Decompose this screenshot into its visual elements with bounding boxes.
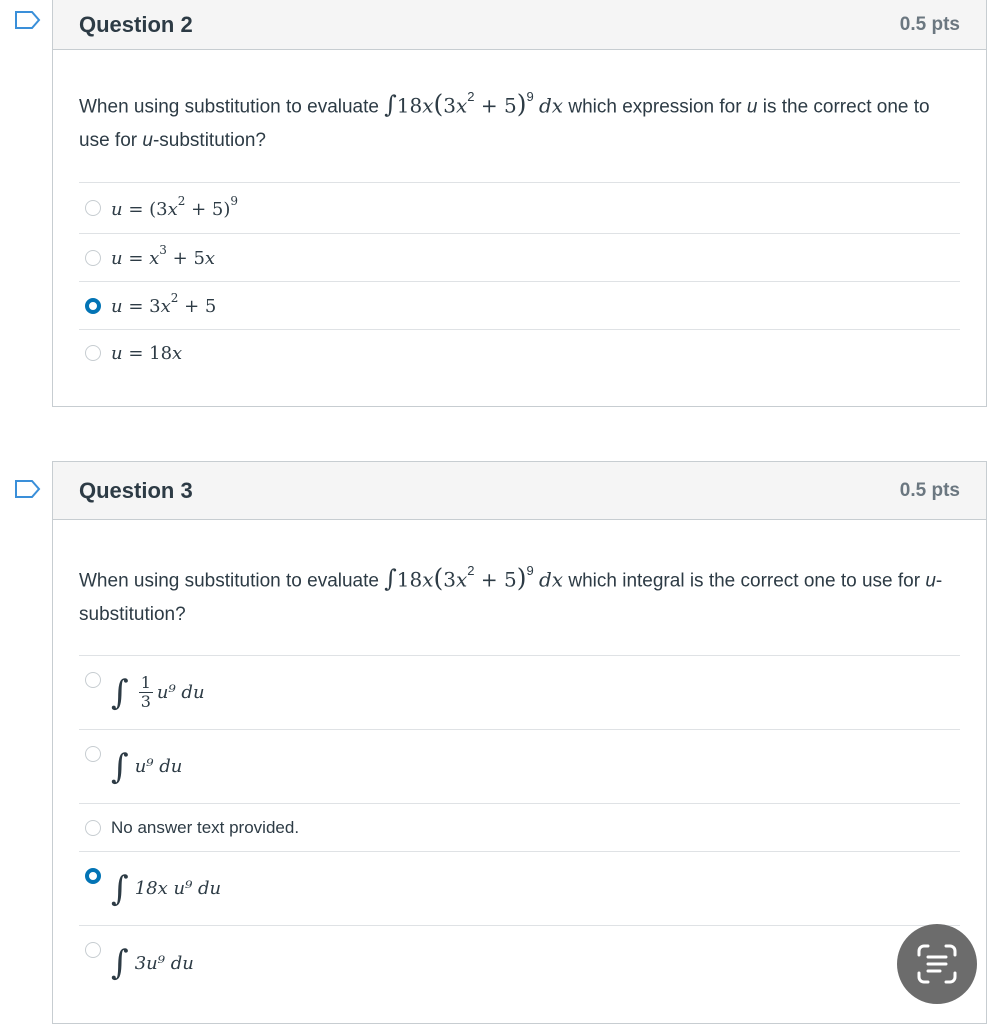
scan-text-icon — [915, 942, 959, 986]
radio-button[interactable] — [85, 250, 101, 266]
answer-math: ∫ u⁹ du — [111, 746, 183, 787]
radio-button[interactable] — [85, 200, 101, 216]
radio-button[interactable] — [85, 672, 101, 688]
answer-math: u = 18x — [111, 342, 183, 364]
question-header — [53, 462, 986, 520]
question-prompt: When using substitution to evaluate $\int 18x(3x^2 + 5)^9$ dx which integral is the correct one to use for u-substitution? — [79, 563, 943, 626]
radio-button[interactable] — [85, 820, 101, 836]
answer-math: $u = (3x^2 + 5)^9$ — [111, 193, 239, 220]
scan-text-button[interactable] — [897, 924, 977, 1004]
radio-button-selected[interactable] — [85, 868, 101, 884]
question-card-2 — [52, 0, 987, 407]
answer-option[interactable] — [79, 183, 960, 234]
answer-math: ∫ 3u⁹ du — [111, 943, 194, 983]
flag-question-icon[interactable] — [14, 10, 42, 30]
question-title: Question 3 — [79, 477, 193, 503]
radio-button[interactable] — [85, 345, 101, 361]
answer-option[interactable] — [79, 234, 960, 282]
answer-option[interactable] — [79, 330, 960, 376]
question-title: Question 2 — [79, 12, 193, 37]
answer-option[interactable] — [79, 926, 960, 1000]
answer-option[interactable] — [79, 282, 960, 330]
answer-math: ∫ 18x u⁹ du — [111, 868, 222, 909]
answer-option[interactable] — [79, 730, 960, 804]
question-points: 0.5 pts — [899, 479, 960, 501]
answer-math: $u = 3x^2 + 5$ — [111, 291, 217, 317]
answer-list — [79, 182, 960, 376]
flag-question-icon[interactable] — [14, 479, 42, 499]
answer-option[interactable] — [79, 656, 960, 730]
answer-option[interactable] — [79, 852, 960, 926]
radio-button[interactable] — [85, 942, 101, 958]
radio-button-selected[interactable] — [85, 298, 101, 314]
answer-math: ∫ $\frac{1}{3}$ u⁹ du — [111, 672, 205, 713]
question-card-3 — [52, 461, 987, 1024]
radio-button[interactable] — [85, 746, 101, 762]
answer-math: $u = x^3 + 5x$ — [111, 243, 216, 269]
answer-list — [79, 655, 960, 1000]
question-points: 0.5 pts — [899, 14, 960, 35]
question-header — [53, 0, 986, 50]
answer-option[interactable] — [79, 804, 960, 852]
answer-text: No answer text provided. — [111, 817, 300, 837]
question-prompt: When using substitution to evaluate $\int 18x(3x^2 + 5)^9$ dx which expression for u is the correct one to use for u-substitution? — [79, 89, 930, 152]
